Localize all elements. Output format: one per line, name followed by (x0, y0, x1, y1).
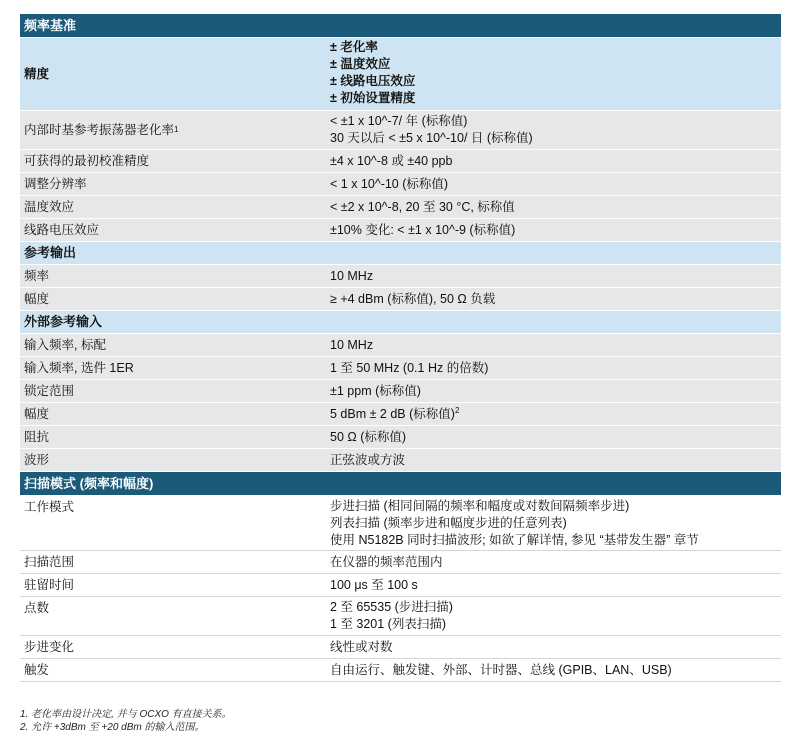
value-line: ± 老化率 (330, 40, 378, 54)
row-label: 步进变化 (24, 639, 75, 654)
row-value: 10 MHz (330, 269, 374, 283)
table-row (20, 380, 781, 403)
value-line: 30 天以后 < ±5 x 10^-10/ 日 (标称值) (330, 131, 533, 145)
label-text: 内部时基参考振荡器老化率 (24, 122, 175, 137)
row-value: < 1 x 10^-10 (标称值) (330, 177, 449, 191)
row-value: ≥ +4 dBm (标称值), 50 Ω 负载 (330, 292, 496, 306)
row-label: 输入频率, 标配 (24, 337, 106, 352)
row-value: 在仪器的频率范围内 (330, 555, 443, 569)
value-line: 使用 N5182B 同时扫描波形; 如欲了解详情, 参见 “基带发生器” 章节 (330, 533, 699, 547)
table-row (20, 449, 781, 472)
section-header-external-reference-input: 外部参考输入 (20, 311, 781, 334)
value-line: 步进扫描 (相同间隔的频率和幅度或对数间隔频率步进) (330, 499, 630, 513)
row-label: 触发 (24, 662, 50, 677)
value-line: < ±1 x 10^-7/ 年 (标称值) (330, 114, 468, 128)
row-label: 频率 (24, 268, 50, 283)
value-line: ± 初始设置精度 (330, 91, 416, 105)
table-row (20, 659, 781, 682)
row-label: 精度 (24, 66, 50, 81)
table-row (20, 403, 781, 426)
value-text: 5 dBm ± 2 dB (标称值) (330, 407, 455, 421)
footnote-ref: 2 (454, 405, 460, 415)
table-row (20, 426, 781, 449)
row-value: ±10% 变化: < ±1 x 10^-9 (标称值) (330, 223, 516, 237)
table-row (20, 196, 781, 219)
row-label: 幅度 (24, 406, 50, 421)
row-label: 波形 (24, 452, 50, 467)
footnote: 1. 老化率由设计决定, 并与 OCXO 有直接关系。 (20, 709, 232, 720)
row-value (326, 597, 781, 635)
row-label: 阻抗 (24, 429, 50, 444)
row-value (326, 38, 781, 110)
value-line: ± 线路电压效应 (330, 74, 416, 88)
row-label: 可获得的最初校准精度 (24, 153, 150, 168)
row-points (20, 597, 781, 636)
section-header-sweep-mode: 扫描模式 (频率和幅度) (20, 472, 781, 496)
row-value: 100 μs 至 100 s (330, 578, 418, 592)
row-label: 驻留时间 (24, 577, 75, 592)
row-aging-rate (20, 111, 781, 150)
row-label: 工作模式 (24, 500, 75, 514)
row-label: 调整分辨率 (24, 176, 87, 191)
row-value: 自由运行、触发键、外部、计时器、总线 (GPIB、LAN、USB) (330, 663, 672, 677)
row-value: ±4 x 10^-8 或 ±40 ppb (330, 154, 453, 168)
row-label: 输入频率, 选件 1ER (24, 360, 134, 375)
row-label: 点数 (24, 601, 50, 615)
row-value: 线性或对数 (330, 640, 393, 654)
table-row (20, 173, 781, 196)
table-row (20, 265, 781, 288)
spec-table (20, 14, 781, 682)
table-row (20, 150, 781, 173)
section-header-reference-output: 参考输出 (20, 242, 781, 265)
section-header-frequency-reference: 频率基准 (20, 14, 781, 38)
row-label: 幅度 (24, 291, 50, 306)
row-value: ±1 ppm (标称值) (330, 384, 421, 398)
value-line: ± 温度效应 (330, 57, 391, 71)
footnote: 2. 允许 +3dBm 至 +20 dBm 的输入范围。 (20, 722, 205, 733)
row-label: 线路电压效应 (24, 222, 100, 237)
row-value (326, 496, 781, 550)
row-label: 锁定范围 (24, 383, 75, 398)
table-row (20, 219, 781, 242)
row-value (326, 111, 781, 149)
table-row (20, 334, 781, 357)
value-line: 2 至 65535 (步进扫描) (330, 600, 453, 614)
table-row (20, 636, 781, 659)
table-row (20, 574, 781, 597)
row-value: 正弦波或方波 (330, 453, 406, 467)
table-row (20, 551, 781, 574)
row-value: 1 至 50 MHz (0.1 Hz 的倍数) (330, 361, 489, 375)
row-label: 温度效应 (24, 199, 75, 214)
value-line: 列表扫描 (频率步进和幅度步进的任意列表) (330, 516, 567, 530)
row-work-mode (20, 496, 781, 551)
row-accuracy (20, 38, 781, 111)
footnotes (20, 708, 232, 734)
row-value (326, 403, 781, 425)
row-label: 扫描范围 (24, 554, 75, 569)
row-value: 50 Ω (标称值) (330, 430, 407, 444)
row-value: 10 MHz (330, 338, 374, 352)
value-line: 1 至 3201 (列表扫描) (330, 617, 447, 631)
row-label: 内部时基参考振荡器老化率 1 (24, 122, 179, 137)
row-value: < ±2 x 10^-8, 20 至 30 °C, 标称值 (330, 200, 515, 214)
table-row (20, 357, 781, 380)
table-row (20, 288, 781, 311)
